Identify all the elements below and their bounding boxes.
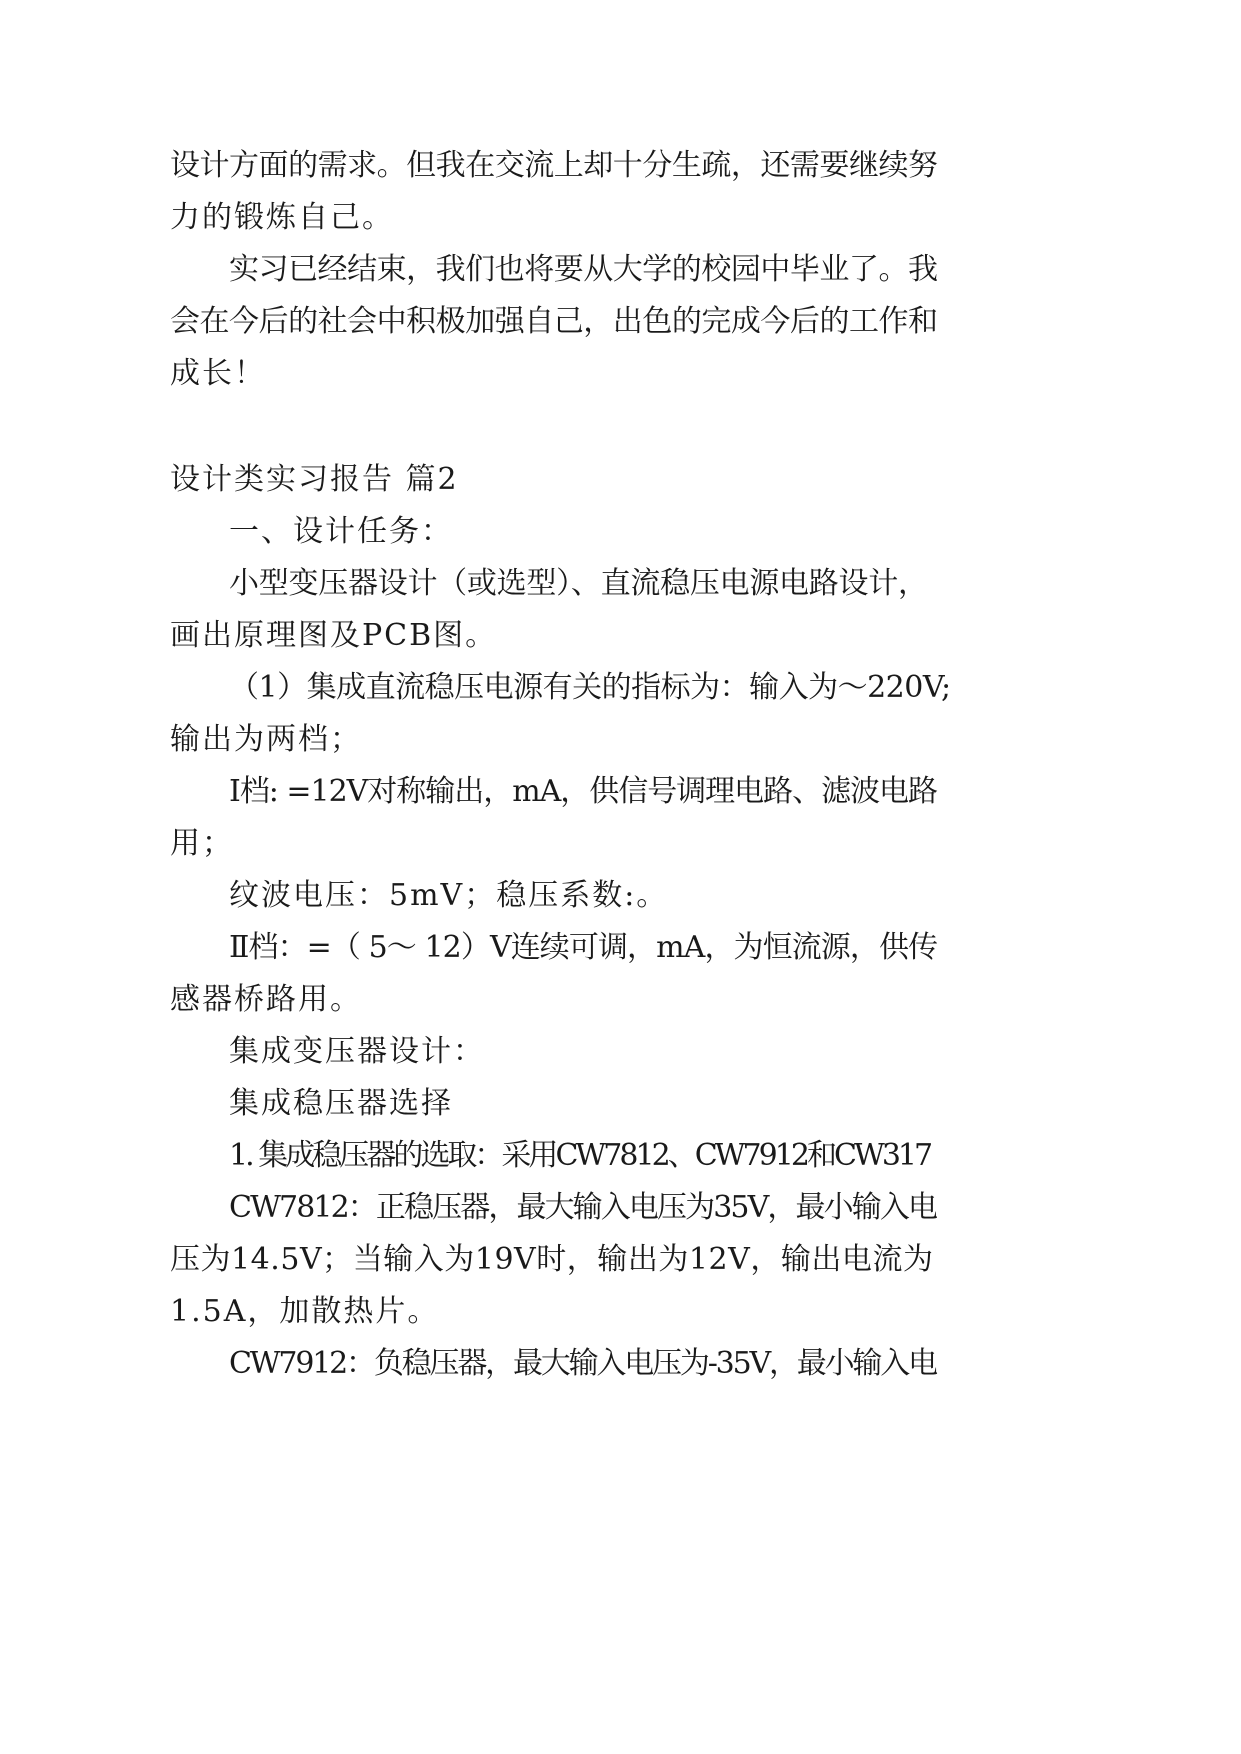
text-line bbox=[0, 1082, 1241, 1126]
text-line bbox=[0, 978, 1241, 1022]
text-line-content: 集成稳压器选择 bbox=[229, 1086, 453, 1121]
text-line bbox=[0, 196, 1241, 240]
text-line bbox=[0, 770, 1241, 814]
text-line-content: 会在今后的社会中积极加强自己，出色的完成今后的工作和 bbox=[170, 304, 938, 339]
text-line-content: 一、设计任务： bbox=[229, 514, 453, 549]
text-line-content: 纹波电压：5mV；稳压系数:。 bbox=[229, 878, 669, 913]
text-line bbox=[0, 666, 1241, 710]
text-line-content: 1.5A，加散热片。 bbox=[170, 1294, 440, 1329]
text-line-content: Ⅱ档：=（ 5～ 12）V连续可调，mA，为恒流源，供传 bbox=[229, 930, 938, 965]
text-line-content: 力的锻炼自己。 bbox=[170, 200, 394, 235]
text-line bbox=[0, 1186, 1241, 1230]
text-line bbox=[0, 614, 1241, 658]
text-line bbox=[0, 926, 1241, 970]
text-line bbox=[0, 1290, 1241, 1334]
text-line-content: （1）集成直流稳压电源有关的指标为：输入为～220V; bbox=[229, 670, 951, 705]
text-line bbox=[0, 718, 1241, 762]
text-line bbox=[0, 874, 1241, 918]
text-line-content: Ⅰ档: =12V对称输出，mA，供信号调理电路、滤波电路 bbox=[229, 774, 938, 809]
section-heading-text: 设计类实习报告 篇2 bbox=[170, 462, 459, 497]
text-line-content: 用； bbox=[170, 826, 234, 861]
text-line bbox=[0, 510, 1241, 554]
text-line-content: 1. 集成稳压器的选取：采用CW7812、CW7912和CW317 bbox=[229, 1138, 931, 1173]
text-line-content: 感器桥路用。 bbox=[170, 982, 362, 1017]
text-line-content: 实习已经结束，我们也将要从大学的校园中毕业了。我 bbox=[229, 252, 938, 287]
section-heading bbox=[0, 458, 1241, 502]
text-line-content: 输出为两档； bbox=[170, 722, 362, 757]
text-line bbox=[0, 248, 1241, 292]
text-line-content: 小型变压器设计（或选型）、直流稳压电源电路设计， bbox=[229, 566, 928, 601]
text-line bbox=[0, 300, 1241, 344]
text-line bbox=[0, 1030, 1241, 1074]
text-line-content: 设计方面的需求。但我在交流上却十分生疏，还需要继续努 bbox=[170, 148, 938, 183]
text-line bbox=[0, 1342, 1241, 1386]
text-line-content: CW7812：正稳压器，最大输入电压为35V，最小输入电 bbox=[229, 1190, 937, 1225]
text-line-content: 成长！ bbox=[170, 356, 266, 391]
text-line bbox=[0, 144, 1241, 188]
text-line-content: 压为14.5V；当输入为19V时，输出为12V，输出电流为 bbox=[170, 1242, 934, 1277]
text-line-content: 集成变压器设计： bbox=[229, 1034, 485, 1069]
text-line bbox=[0, 1238, 1241, 1282]
text-line bbox=[0, 562, 1241, 606]
text-line-content: CW7912：负稳压器，最大输入电压为-35V，最小输入电 bbox=[229, 1346, 936, 1381]
text-line bbox=[0, 822, 1241, 866]
text-line-content: 画出原理图及PCB图。 bbox=[170, 618, 498, 653]
text-line bbox=[0, 1134, 1241, 1178]
text-line bbox=[0, 352, 1241, 396]
